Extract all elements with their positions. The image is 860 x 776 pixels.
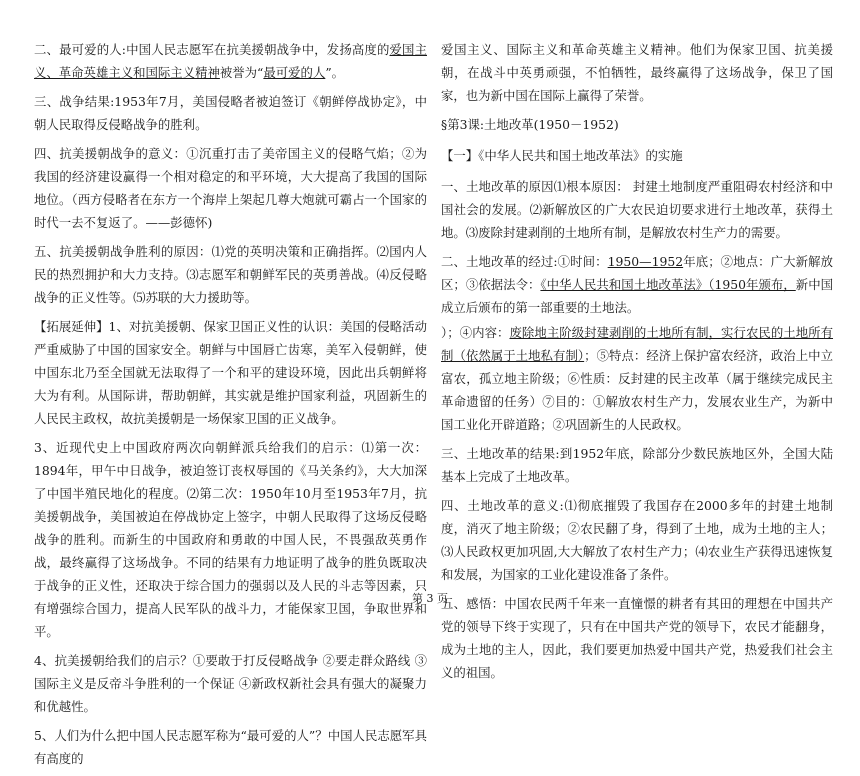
paragraph-extension-5: 5、人们为什么把中国人民志愿军称为“最可爱的人”？中国人民志愿军具有高度的: [34, 728, 427, 766]
paragraph-reform-significance: 四、土地改革的意义:⑴彻底摧毁了我国存在2000多年的封建土地制度，消灭了地主阶级；②农民翻了身，得到了土地，成为土地的主人；⑶人民政权更加巩固,大大解放了农村生产力；⑷农业生产获得迅速恢复和发展，为国家的工业化建设准备了条件。: [441, 498, 833, 582]
paragraph-continued: 爱国主义、国际主义和革命英雄主义精神。他们为保家卫国、抗美援朝，在战斗中英勇顽强，不怕牺牲，最终赢得了这场战争，保卫了国家，也为新中国在国际上赢得了荣誉。: [441, 42, 833, 103]
paragraph-victory-reasons: 五、抗美援朝战争胜利的原因：⑴党的英明决策和正确指挥。⑵国内人民的热烈拥护和大力支持。⑶志愿军和朝鲜军民的英勇善战。⑷反侵略战争的正义性等。⑸苏联的大力援助等。: [34, 244, 427, 305]
paragraph-reform-result: 三、土地改革的结果:到1952年底，除部分少数民族地区外，全国大陆基本上完成了土地改革。: [441, 446, 833, 484]
section-title: 【一】《中华人民共和国土地改革法》的实施: [441, 148, 683, 163]
page-number: 第 3 页: [412, 592, 448, 605]
paragraph-reflection: 五、感悟：中国农民两千年来一直憧憬的耕者有其田的理想在中国共产党的领导下终于实现了，只有在中国共产党的领导下，农民才能翻身，成为土地的主人，因此，我们要更加热爱中国共产党，热爱我们社会主义的祖国。: [441, 596, 833, 680]
paragraph-reform-causes: 一、土地改革的原因⑴根本原因： 封建土地制度严重阻碍农村经济和中国社会的发展。⑵新解放区的广大农民迫切要求进行土地改革，获得土地。⑶废除封建剥削的土地所有制，是解放农村生产力的需要。: [441, 179, 833, 240]
paragraph-most-lovable: 二、最可爱的人:中国人民志愿军在抗美援朝战争中，发扬高度的爱国主义、革命英雄主义和国际主义精神被誉为“最可爱的人”。: [34, 42, 427, 80]
lesson-title: §第3课:土地改革(1950－1952): [441, 117, 619, 132]
left-column: [34, 38, 427, 776]
paragraph-extension-1: 【拓展延伸】1、对抗美援朝、保家卫国正义性的认识：美国的侵略活动严重威胁了中国的国家安全。朝鲜与中国唇亡齿寒，美军入侵朝鲜，使中国东北乃至全国就无法取得了一个和平的建设环境，因此出兵朝鲜将大为有利。从国际讲，帮助朝鲜，其实就是维护国家利益，巩固新生的人民民主政权，故抗美援朝是一场保家卫国的正义战争。: [34, 319, 427, 426]
paragraph-reform-content: ）；④内容：废除地主阶级封建剥削的土地所有制，实行农民的土地所有制（依然属于土地私有制）；⑤特点：经济上保护富农经济，政治上中立富农，孤立地主阶级；⑥性质：反封建的民主改革（属于继续完成民主革命遗留的任务）⑦目的：①解放农村生产力，发展农业生产，为新中国工业化开辟道路；②巩固新生的人民政权。: [441, 325, 834, 432]
paragraph-war-result: 三、战争结果:1953年7月，美国侵略者被迫签订《朝鲜停战协定》，中朝人民取得反侵略战争的胜利。: [34, 94, 427, 132]
paragraph-reform-process: 二、土地改革的经过:①时间：1950—1952年底；②地点：广大新解放区；③依据法令：《中华人民共和国土地改革法》（1950年颁布，新中国成立后颁布的第一部重要的土地法。: [441, 254, 834, 315]
paragraph-extension-3: 3、近现代史上中国政府两次向朝鲜派兵给我们的启示：⑴第一次：1894年，甲午中日战争，被迫签订丧权辱国的《马关条约》，大大加深了中国半殖民地化的程度。⑵第二次：1950年10月至1953年7月，抗美援朝战争，美国被迫在停战协定上签字，中朝人民取得了这场反侵略战争的胜利。而新生的中国政府和勇敢的中国人民，不畏强敌英勇作战，最终赢得了这场战争。不同的结果有力地证明了战争的胜负既取决于战争的正义性，还取决于综合国力的强弱以及人民的斗志等因素，只有增强综合国力，提高人民军队的战斗力，才能保家卫国，争取世界和平。: [34, 440, 427, 639]
paragraph-extension-4: 4、抗美援朝给我们的启示？①要敢于打反侵略战争 ②要走群众路线 ③国际主义是反帝斗争胜利的一个保证 ④新政权新社会具有强大的凝聚力和优越性。: [34, 653, 427, 714]
paragraph-war-significance: 四、抗美援朝战争的意义：①沉重打击了美帝国主义的侵略气焰；②为我国的经济建设赢得一个相对稳定的和平环境，大大提高了我国的国际地位。（西方侵略者在东方一个海岸上架起几尊大炮就可霸占一个国家的时代一去不复返了。——彭德怀): [34, 146, 427, 230]
